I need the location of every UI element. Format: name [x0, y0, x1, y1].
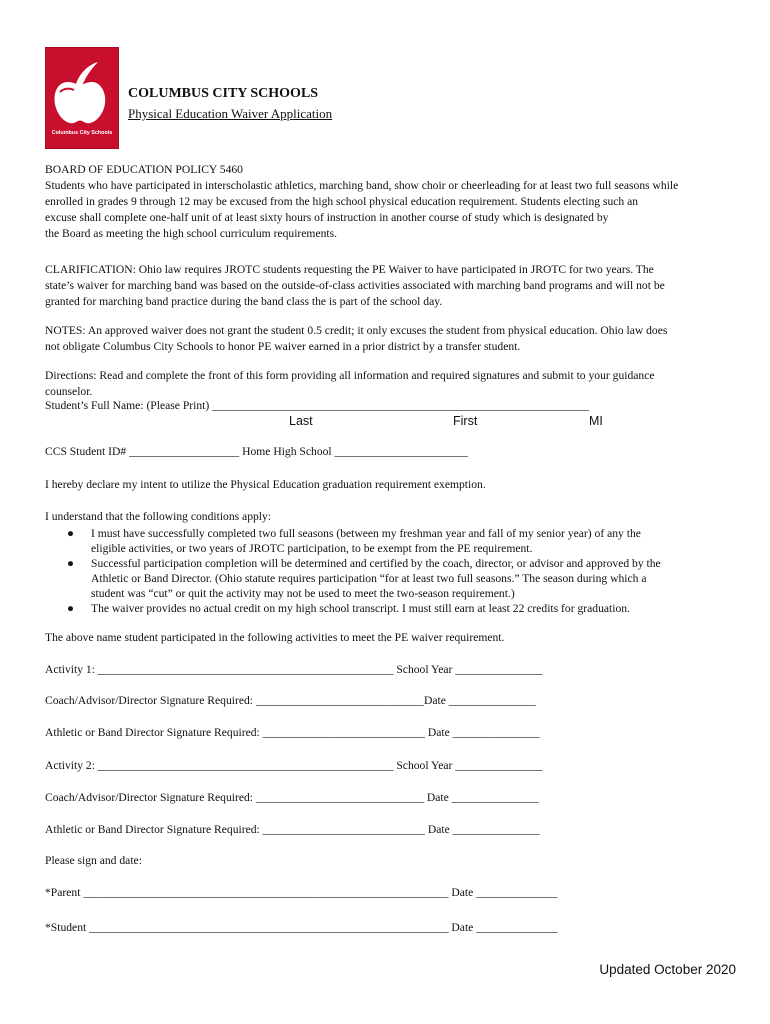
- student-signature-field[interactable]: *Student ______________________________________________________________ Date ______________: [45, 921, 558, 934]
- updated-date: Updated October 2020: [599, 962, 736, 977]
- bullet-icon: ●: [67, 557, 75, 570]
- name-sub-mi: MI: [589, 414, 603, 428]
- student-mi-blank[interactable]: _____________: [513, 399, 589, 412]
- activities-intro: The above name student participated in the following activities to meet the PE waiver requirement.: [45, 631, 505, 644]
- policy-section: [45, 162, 735, 242]
- condition-item: ● Successful participation completion will be determined and certified by the coach, director, or advisor and approved by the Athletic or Band Director. (Ohio statute requires participation “for at least two full seasons.” The season during which a student was “cut” or quit the activity may not be used to meet the two-season requirement.): [67, 557, 661, 600]
- clarification-line: CLARIFICATION: Ohio law requires JROTC students requesting the PE Waiver to have participated in JROTC for two years. The: [45, 263, 654, 276]
- directions-line: counselor.: [45, 385, 93, 398]
- policy-line: the Board as meeting the high school curriculum requirements.: [45, 227, 338, 240]
- activity2-field[interactable]: Activity 2: ___________________________________________________ School Year _______________: [45, 759, 543, 772]
- condition-item: ● I must have successfully completed two full seasons (between my freshman year and fall of my senior year) of any the eligible activities, or two years of JROTC participation, to be exempt from the PE requirement.: [67, 527, 641, 555]
- school-title: COLUMBUS CITY SCHOOLS: [128, 86, 319, 101]
- director1-signature-field[interactable]: Athletic or Band Director Signature Required: ____________________________ Date _______________: [45, 726, 540, 739]
- directions-line: Directions: Read and complete the front of this form providing all information and required signatures and submit to your guidance: [45, 369, 655, 382]
- name-sub-first: First: [453, 414, 478, 428]
- notes-section: [45, 323, 735, 355]
- student-name-label: Student’s Full Name: (Please Print) ____________________________________________________: [45, 399, 514, 412]
- coach2-signature-field[interactable]: Coach/Advisor/Director Signature Required: _____________________________ Date _______________: [45, 791, 539, 804]
- conditions-list: [45, 526, 735, 616]
- directions-section: [45, 368, 735, 400]
- logo-text: Columbus City Schools: [51, 130, 113, 136]
- policy-line: excuse shall complete one-half unit of at least sixty hours of instruction in another course of study which is designated by: [45, 211, 609, 224]
- director2-signature-field[interactable]: Athletic or Band Director Signature Required: ____________________________ Date _______________: [45, 823, 540, 836]
- bullet-icon: ●: [67, 602, 75, 615]
- name-sub-last: Last: [289, 414, 313, 428]
- clarification-line: granted for marching band practice during the band class the is part of the school day.: [45, 295, 443, 308]
- clarification-line: state’s waiver for marching band was based on the outside-of-class activities associated with marching band programs and will not be: [45, 279, 665, 292]
- policy-line: enrolled in grades 9 through 12 may be excused from the high school physical education requirement. Students electing such an: [45, 195, 639, 208]
- policy-heading: BOARD OF EDUCATION POLICY 5460: [45, 163, 243, 176]
- activity1-field[interactable]: Activity 1: ___________________________________________________ School Year _______________: [45, 663, 543, 676]
- declaration-text: I hereby declare my intent to utilize the Physical Education graduation requirement exemption.: [45, 478, 486, 491]
- student-name-field[interactable]: [45, 397, 589, 414]
- sign-intro: Please sign and date:: [45, 854, 142, 867]
- clarification-section: [45, 262, 735, 310]
- notes-line: NOTES: An approved waiver does not grant the student 0.5 credit; it only excuses the student from physical education. Ohio law does: [45, 324, 668, 337]
- student-id-school-field[interactable]: CCS Student ID# ___________________ Home High School _______________________: [45, 445, 468, 458]
- notes-line: not obligate Columbus City Schools to honor PE waiver earned in a prior district by a transfer student.: [45, 340, 521, 353]
- form-title: Physical Education Waiver Application: [128, 106, 333, 121]
- school-logo: [45, 47, 119, 149]
- coach1-signature-field[interactable]: Coach/Advisor/Director Signature Required: _____________________________Date _______________: [45, 694, 536, 707]
- parent-signature-field[interactable]: *Parent _______________________________________________________________ Date ______________: [45, 886, 558, 899]
- bullet-icon: ●: [67, 527, 75, 540]
- conditions-intro: I understand that the following conditions apply:: [45, 510, 272, 523]
- condition-item: ● The waiver provides no actual credit on my high school transcript. I must still earn at least 22 credits for graduation.: [67, 602, 630, 615]
- policy-line: Students who have participated in interscholastic athletics, marching band, show choir or cheerleading for at least two full seasons while: [45, 179, 679, 192]
